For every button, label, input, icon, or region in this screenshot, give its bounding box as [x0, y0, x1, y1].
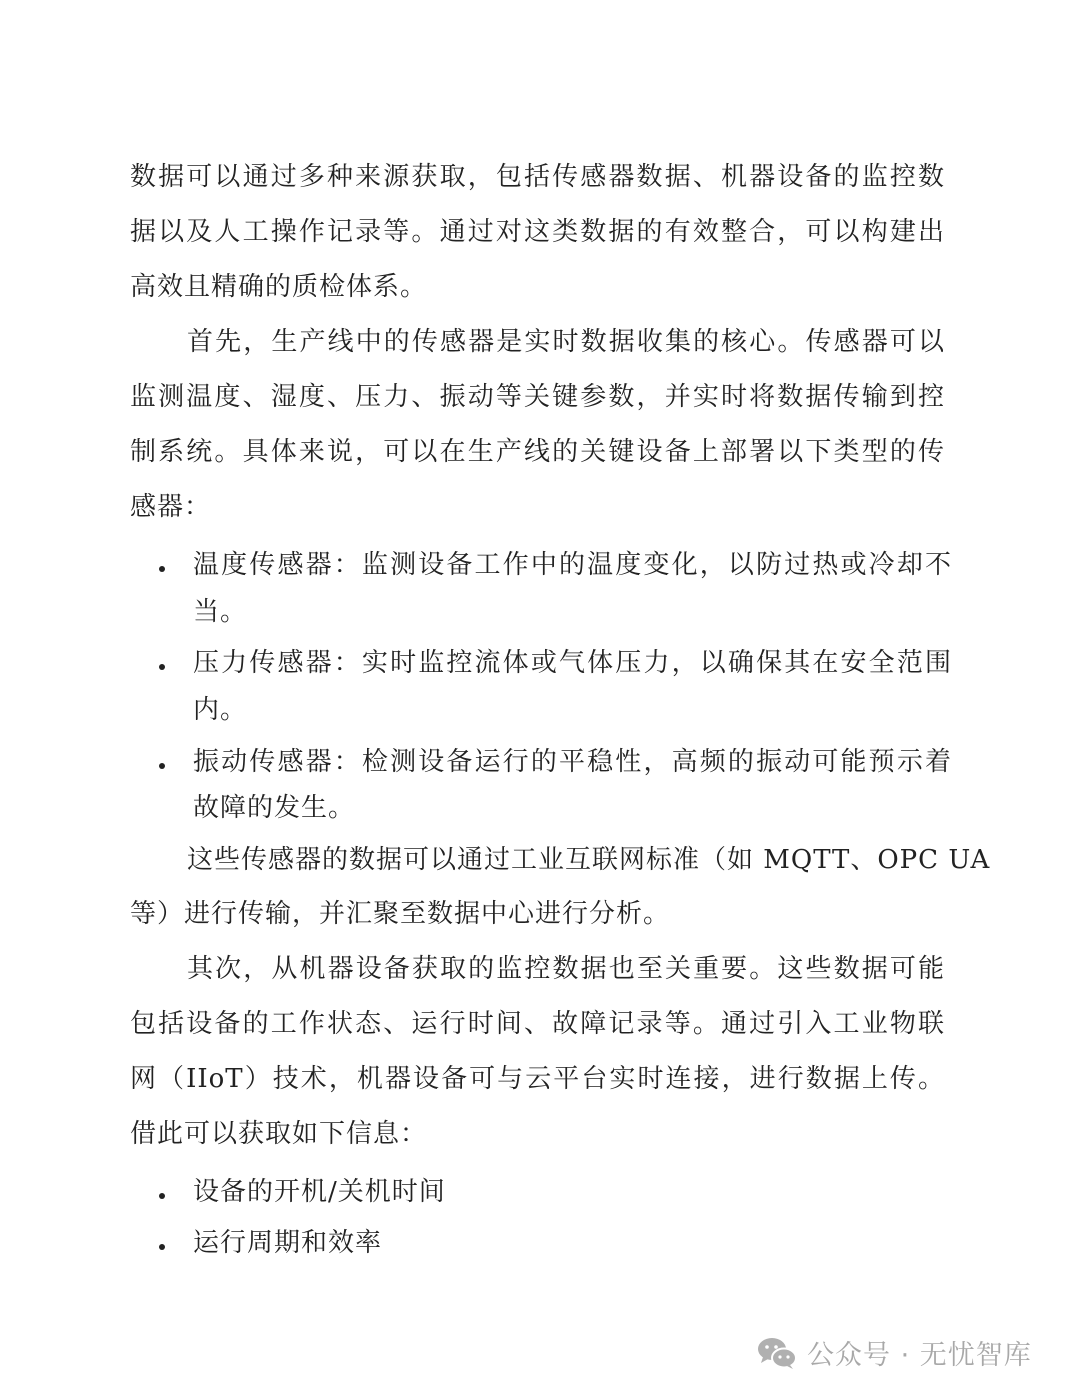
list-item: 当。: [193, 597, 248, 627]
paragraph-4-line: 其次，从机器设备获取的监控数据也至关重要。这些数据可能: [187, 954, 945, 984]
list-item: 温度传感器：监测设备工作中的温度变化，以防过热或冷却不: [193, 550, 952, 580]
list-item: 振动传感器：检测设备运行的平稳性，高频的振动可能预示着: [193, 747, 952, 777]
paragraph-4-line: 借此可以获取如下信息：: [130, 1119, 428, 1149]
list-item: 压力传感器：实时监控流体或气体压力，以确保其在安全范围: [193, 648, 952, 678]
list-item: 设备的开机/关机时间: [193, 1177, 446, 1207]
bullet-icon: [159, 664, 165, 670]
paragraph-1-line: 据以及人工操作记录等。通过对这类数据的有效整合，可以构建出: [130, 217, 945, 247]
paragraph-4-line: 包括设备的工作状态、运行时间、故障记录等。通过引入工业物联: [130, 1009, 945, 1039]
paragraph-2-line: 感器：: [130, 492, 212, 522]
list-item: 内。: [193, 695, 248, 725]
bullet-icon: [159, 566, 165, 572]
wechat-icon: [757, 1336, 797, 1370]
watermark-text: 公众号 · 无忧智库: [807, 1340, 1032, 1371]
list-item: 故障的发生。: [193, 793, 356, 823]
paragraph-2-line: 制系统。具体来说，可以在生产线的关键设备上部署以下类型的传: [130, 437, 945, 467]
paragraph-1-line: 数据可以通过多种来源获取，包括传感器数据、机器设备的监控数: [130, 162, 945, 192]
bullet-icon: [159, 1193, 165, 1199]
watermark: [757, 1333, 1032, 1372]
paragraph-2-line: 监测温度、湿度、压力、振动等关键参数，并实时将数据传输到控: [130, 382, 945, 412]
paragraph-3-line: 等）进行传输，并汇聚至数据中心进行分析。: [130, 899, 671, 929]
paragraph-2-line: 首先，生产线中的传感器是实时数据收集的核心。传感器可以: [187, 327, 945, 357]
paragraph-1-line: 高效且精确的质检体系。: [130, 272, 428, 302]
bullet-icon: [159, 763, 165, 769]
bullet-icon: [159, 1244, 165, 1250]
paragraph-3-line: 这些传感器的数据可以通过工业互联网标准（如 MQTT、OPC UA: [187, 845, 991, 875]
list-item: 运行周期和效率: [193, 1228, 383, 1258]
paragraph-4-line: 网（IIoT）技术，机器设备可与云平台实时连接，进行数据上传。: [130, 1064, 945, 1094]
